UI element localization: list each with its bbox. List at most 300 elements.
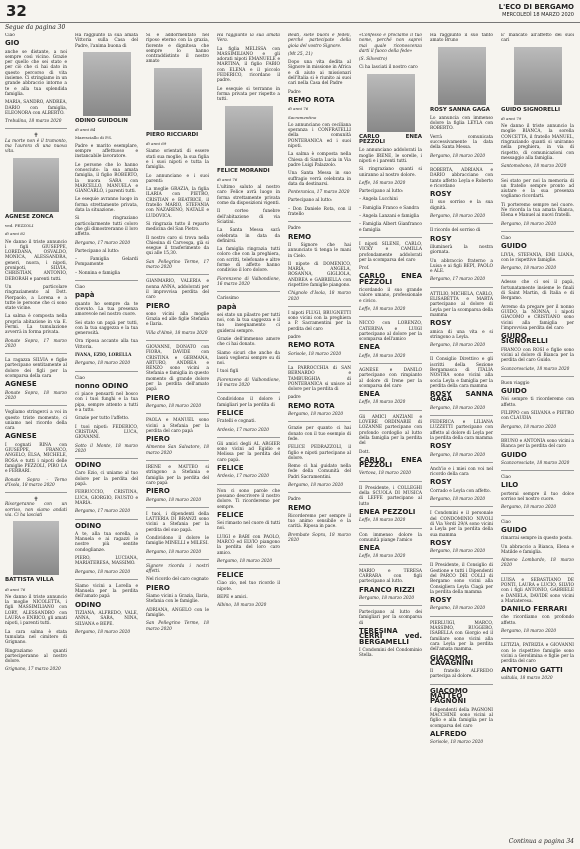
place-date: Leffe, 18 marzo 2020 [359,306,406,312]
place-date: Bergamo, 18 marzo 2020 [430,497,486,503]
portrait-photo [154,68,202,130]
place-date: Bergamo, 18 marzo 2020 [430,214,486,220]
notice-intro: Ha raggiunto la sua amata Vera. [217,33,280,44]
place-date: Ardesio, 17 marzo 2020 [217,474,270,480]
divider [430,462,493,463]
notice-text: Fratelli e cognati. [217,419,256,425]
divider [501,275,574,276]
notice-text: Nel ricordo del caro cognato [146,577,209,583]
divider [359,528,422,529]
name: ROSY [430,538,452,547]
participant: – Don Daniele Rota, con il fratello [288,206,351,218]
notice-intro: E' mancato all'affetto dei suoi cari [501,33,574,44]
greeting: Ciao [75,285,85,291]
notice-text: Il corteo funebre dell'abitazione di via Sciatini. [217,209,280,225]
divider [146,413,209,414]
notice-text: Siamo sicuri che anche da lassù veglierai sempre su di noi. [217,350,280,367]
notice-text: anche se distante, a noi sempre così vicino. Grazie per quello che sei stato e per ciò che ci hai dato in questo percorso di vita insieme. Ci stringiamo in un grande abbraccio intorno a te e alla tua splendida famiglia. [5,49,67,97]
notice-text: Ciao zio, nel tuo ricordo il nipote. [217,581,280,592]
place-date: Fiorenzeno di Valbondione, 16 marzo 2020 [217,276,280,287]
name: PIERO [146,583,170,592]
participate-label: Partecipano al lutto: [359,189,404,195]
notice-text: BRUNO e ANTONIA sono vicini a Bianca per la perdita del caro [501,438,574,450]
divider [217,437,280,438]
portrait-photo [438,47,486,105]
place-date: Fiorenzeno di Valbondione, 16 marzo 2020 [217,377,280,389]
name: ROSY [430,319,452,328]
name: ROSY SANNA GAGA [430,390,493,404]
notice-text: Ne danno il triste annuncio i figli GIUSEPPE, LOREDANA, OSVALDO, MONICA, ALESSANDRA, generi, nuora, i nipoti, pronipoti, SILVIA, CHRISTIAN, ANTONIO, DEBORAH e parenti tutti. [5,239,67,282]
name: REMO ROTA [288,341,335,350]
divider [430,558,493,559]
name: ENEA [359,390,380,399]
notice-text: NICCO con LORENZO, CATERINA e LUIGI partecipano al dolore per la scomparsa dell'amico [359,321,422,343]
divider [501,638,574,639]
role: Dott. [359,449,370,455]
place-date: Villa d'Almè, 18 marzo 2020 [146,330,208,336]
place-date: Sorisole, 18 marzo 2020 [288,351,342,357]
notice-text: ricordando il suo grande valore umano, professionale e civico. [359,288,422,304]
greeting: Ciao [501,235,511,241]
place-date: Bergamo, 18 marzo 2020 [146,549,202,555]
name: PIERO [146,393,170,402]
notice-text: Lo annuncia con immenso dolore la figlia LEYLA con ROBERTO. [430,115,493,132]
divider [430,506,493,507]
divider [359,564,422,565]
name: nonno ODINO [75,381,129,390]
place-date: Bergamo, 18 marzo 2020 [217,558,273,564]
divider [75,371,138,372]
place-date: Bergamo, 18 marzo 2020 [75,361,131,367]
divider [430,684,493,685]
portrait-photo [514,47,562,105]
notice-text: Il nostro caro si trova nella Chiesina di Carvesga, già si esegue il trasferimento da qui alle 15,30. [146,235,209,257]
place-date: Vertova, 18 marzo 2020 [359,471,412,477]
name: GIACOMO MATTEO PAGNONI [430,686,468,706]
participate-label: Partecipano al lutto: [288,198,333,204]
name: ENEA PEZZOLI [359,507,416,516]
portrait-photo [225,106,273,166]
divider [146,559,209,560]
notice-text: Un abbraccio fraterno a Luisa e ai figli BEPI, PAOLO e ALE. [430,258,493,275]
signers: PIERO, LUCIANA, MARIATERESA, MASSIMO. [75,556,138,567]
place-date: Leffe, 18 marzo 2020 [359,554,406,560]
name: PIERO [146,435,170,444]
signers: IVANA, EZIO, LORELLA [75,352,132,358]
name: AGNESE [5,432,37,441]
greeting: Ciao [501,519,511,525]
place-date: Leffe, 18 marzo 2020 [359,400,406,406]
name: GUIDO [501,450,527,459]
notice-text: Grazie per tutto l'affetto. [75,416,130,422]
name: AGNESE [5,380,37,389]
name: DANILO FERRARI [501,605,568,614]
notice-text: La ragazza SILVIA e figlie partecipano sentitamente al dolore dei figli per la scomparsa della cara [5,358,67,380]
name: ODINO [75,600,102,609]
notice-text: Condividono il dolore i famigliari per la perdita di [217,397,280,408]
column-7 [430,33,493,833]
deceased-age: di anni 69 [146,141,167,147]
name: PIERO [146,487,170,496]
signers: BEPE e amici. [217,595,248,601]
place-date: Leffe, 18 marzo 2020 [359,518,406,524]
name: FELICE [217,464,244,473]
name: ROSY [430,442,452,451]
name: REMO [288,232,312,241]
notice-text: Siamo orientati di essere stati sua moglie, la sua figlia e i suoi nipoti e tutta la famiglia. [146,149,209,171]
divider [288,421,351,422]
notice-text: Si ringrazia tutto il reparto medicina del San Pietro. [146,221,209,233]
divider [146,340,209,341]
cross-icon: ✝ [33,132,39,140]
place-date: San Pellegrino Terme, 18 marzo 2020 [146,621,209,632]
place-date: Ponteranica, 17 marzo 2020 [288,190,350,196]
notice-text: Grazie dell'immenso amore che ci hai donato. [217,336,280,348]
notice-text: Il fratello ALFREDO partecipa al dolore. [430,669,493,680]
notice-text: Ringraziamo quanti parteciperanno al nostro dolore. [5,648,67,665]
notice-intro: Ha raggiunto la sua amata Vittoria sulla Casa del Padre, l'anima buona di [75,33,138,49]
divider [75,280,138,281]
name: ROSY [430,234,452,243]
notice-text: PAOLA e MANUEL sono vicini a Stefania per la perdita del caro papà [146,418,209,434]
name: FELICE [217,571,244,580]
notice-text: Il nipote di DOMENICO, MARIA, ANGELA, ROSANNA, GIGLIOLA, ANDREA e GABRIELLA con rispettive famiglie piangono. [288,261,351,288]
divider [75,519,138,520]
notice-text: A te, alla tua sorella, a Manuela e ai ragazzi le nostre più sentite condoglianze. [75,531,138,553]
notice-text: AGNESE e DANILO partecipano con rimpianto al dolore di Irene per la scomparsa del caro [359,367,422,389]
name: ROSY [430,596,452,605]
notice-text: Corrado e Leyla con affetto. [430,488,491,494]
divider [501,376,574,377]
name: REMO ROTA [288,95,335,104]
signers: FILIPPO con SILVANA e PIETRO con CLAUDIA [501,411,574,422]
notice-text: LIVIA, STEFANIA, EMI LIANA, con le rispettive famiglie. [501,252,574,263]
deceased-sub: ved. PEZZOLI [5,222,34,228]
notice-text: GIANMARIO, VALERIA e nonna ANNA, addolorati per il improvvisa perdita del caro [146,279,209,301]
notice-text: Noi sempre ti ricorderemo con affetto. [501,397,574,408]
name: PIERO [146,301,170,310]
portrait-photo [83,52,131,116]
notice-text: Le persone che lo hanno conosciuto: la sua amata famiglia, il figlio ROBERTO, la nuora SARA con MARCELLO, MANUELA e GIANCARLO, i parenti tutti. [75,162,138,195]
notice-intro: Ha raggiunto il suo tanto amato Bruno [430,33,493,44]
notice-text: I dipendenti della PAGNONI MACCHINE sono vicini al figlio e alla famiglia per la scomparsa del caro [430,707,493,729]
newspaper-name: L'ECO DI BERGAMO [498,3,574,11]
place-date: Ardesio, 17 marzo 2020 [217,427,270,433]
notice-text: Ti porteremo sempre nel cuore. Ne ricorda la tua amata Bianca, Elena e Manuel ai nuovi fratelli. [501,202,574,219]
participate-label: Partecipano al lutto: [75,248,120,254]
role: padre [288,335,301,341]
divider [5,128,67,129]
notice-text: Ne danno il triste annuncio la moglie BIANCA, la sorella CONCETTA, il fratello MANUEL, ringraziando quanti si uniranno nella preghiera, in via di rispetto, di comunicazioni con messaggio alla famiglia. [501,124,574,161]
place-date: Albino, 18 marzo 2020 [217,603,267,609]
notice-text: sei stato un pilastro per tutti noi, con la tua saggezza e il tuo insegnamento ci guiderai sempre. [217,312,280,334]
portrait-photo [13,521,59,575]
notice-text: amica di una vita e si stringono a Leyla. [430,329,493,340]
notice-text: rimarrai sempre in questo posto. [501,536,573,542]
place-date: Bergamo, 18 marzo 2020 [288,412,344,418]
notice-text: sono vicini alla moglie Grazia ed alle figlie Stefania e Ilaria. [146,311,209,328]
place-date: Almeno Lombardo, 18 marzo 2020 [501,558,574,569]
notice-text: Con immenso dolore la comunità piange l'amico [359,532,422,543]
notice-text: Si ringraziano particolarmente tutti coloro che gli dimostreranno il loro affetto. [75,216,138,238]
signers: ADRIANA, ANGELO con le famiglie. [146,607,209,618]
greeting: Ciao [75,375,85,381]
role: Padre [288,497,301,503]
notice-text: FRANCO con ROSI e figlie sono vicini al dolore di Bianca per la perdita del caro Guido. [501,347,574,364]
signers: I tuoi figli [217,369,239,375]
divider [288,306,351,307]
divider [430,352,493,353]
divider [359,481,422,482]
notice-text: Lo annunciano con ceciliana speranza i CONFRATELLI della comunità PONTERANICA ed i suoi nipoti. [288,122,351,150]
place-date: Sotto il Monte, 18 marzo 2020 [75,443,138,454]
notice-text: I Condomini e il personale del CONDOMINIO NIVOLI di Via Verdi 29/A sono vicini a Leyla per la perdita della sua mamma [430,511,493,538]
notice-intro: Si è addormentato nel riposo eterno con la grazia, fiorente e dignitosa che sempre lo hanno contraddistinto il nostro amato [146,33,209,65]
place-date: Bergamo, 18 marzo 2020 [430,405,486,411]
place-date: Bonate Sopra - Terno d'Isola, 18 marzo 2020 [5,477,67,488]
deceased-name: GUIDO SIGNORELLI [501,106,561,113]
participant: – Famiglia Gelardi Pompamonte [75,257,138,268]
divider [359,316,422,317]
place-date: Almenno San Salvatore, 18 marzo 2020 [146,445,209,456]
deceased-age: di anni 82 [5,231,26,237]
divider [5,405,67,406]
notice-intro: Ci ha lasciati il nostro caro [359,65,418,71]
divider [146,274,209,275]
place-date: San Pellegrino Terme, 17 marzo 2020 [146,259,209,271]
notice-text: I nipoti FLUGI, BRUGNETTI sono vicini con la preghiera a P. Sacramentini per la perdita del caro [288,310,351,332]
notice-text: Il Signore che hai annunciato ti tenga le mani in Cielo. [288,242,351,259]
notice-text: La figlia MELISSA con MASSIMILIANO e gli adorati nipoti EMANUELE e MARTINA, il figlio FABIO con ELENA e il piccolo FEDERICO, ricordano il padre. [217,46,280,84]
notice-text: Partecipano al lutto dei famigliari per la scomparsa di [359,610,422,626]
place-date: Bonate Sopra, 17 marzo 2020 [5,338,67,349]
signers: MARIA, SANDRO, ANDREA, DARIO con famiglia, ELEONORA con ALBERTO. [5,100,67,116]
notice-text: Un abbraccio a Bianca, Elena e Matilde e famiglia. [501,544,574,555]
continued-to: Continua a pagina 34 [508,838,574,845]
place-date: Bergamo, 18 marzo 2020 [501,266,557,272]
issue-date: MERCOLEDÌ 18 MARZO 2020 [502,12,574,18]
divider [359,363,422,364]
notice-text: FEDERICA e LILIANA LUZZETTI partecipano con affetto al dolore di Leyla per la perdita della cara mamma [430,420,493,441]
portrait-photo [367,74,415,132]
deceased-age: di anni 76 [288,106,309,112]
place-date: Scanzorosciate, 18 marzo 2020 [501,366,570,372]
notice-text: I tuoi nipoti: FEDERICO, CRISTIAN, LUCA, GIOVANNI. [75,424,138,441]
divider [430,287,493,288]
quote-ref: (Mt 25, 21) [288,51,313,57]
notice-text: La cara salma è stata tumulata nel cimitero di Grignano. [5,629,67,646]
deceased-name: AGNESE ZONCA [5,213,54,220]
divider [288,361,351,362]
place-date: Bergamo, 18 marzo 2020 [430,153,486,159]
role: padre [288,395,301,401]
place-date: Bergamo, 18 marzo 2020 [75,629,131,635]
divider [288,492,351,493]
notice-text: L'ultimo saluto al nostro caro Felice avrà luogo in forma strettamente privata come da disposizioni vigenti. [217,185,280,207]
notice-text: LUIGI e BABI con PAOLO, MARCO ed ELVIO piangono la perdita del loro caro amico. [217,534,280,556]
place-date: Bergamo, 18 marzo 2020 [501,629,557,635]
divider [217,392,280,393]
divider [217,484,280,485]
name: REMO [288,503,312,512]
greeting: Carissimo [217,296,239,302]
deceased-name: ROSY SANNA GAGA [430,106,490,113]
column-2 [75,33,138,833]
notice-text: Lo annunciano addolorati la moglie IRENE, le sorelle, i nipoti e i parenti tutti. [359,148,422,164]
notice-text: I Condomini del Condominio Stella. [359,647,422,659]
participant: – Famiglia Franco e Sandra [359,205,419,211]
name: FELICE [217,510,244,519]
name: CARLO ENEA PEZZOLI [359,455,422,470]
continued-from: Segue da pagina 30 [5,24,66,31]
column-8 [501,33,574,833]
notice-text: Gli AMICI ANZIANI e LOVERE ORDINARIE di LOZANNE partecipano con profondo cordoglio al lutto della famiglia per la perdita del [359,414,422,447]
deceased-age: di anni 84 [75,127,96,133]
quote: La morte non è il tramonto, ma l'aurora di una nuova vita. [5,138,67,155]
quote-ref: (S. Silvestro) [359,57,388,63]
name: TERESINA CERRI ved. BERGAMELLI [359,627,422,646]
notice-text: Ora riposa accanto alla tua Vittoria. [75,339,138,350]
greeting: Buon viaggio [501,380,530,386]
name: GIO [5,39,20,48]
notice-text: ci piace pensarti nel bosco con i tuoi funghi e la tua pipa, sempre attento a tutti e a tutto. [75,392,138,414]
notice-text: Sei stato per noi la memoria di un fratello sempre pronto ad aiutare e la sua presenza vogliamo ricordarti. [501,178,574,200]
place-date: Scanzorosciate, 18 marzo 2020 [501,460,570,466]
participant: – Angela Lanzani e famiglia [359,214,420,220]
name: ENEA [359,343,380,352]
divider [501,515,574,516]
notice-text: ROBERTA, ADRIANA e DARIO abbracciano con tanto affetto Leyla e Roberto e ricordano [430,167,493,189]
divider [288,221,351,222]
place-date: Bergamo, 18 marzo 2020 [430,343,486,349]
role: Padre [288,89,301,95]
name: REMO ROTA [288,401,335,410]
divider [5,492,67,493]
notice-text: Il Presidente, il Consiglio di Gestione e tutti i Dipendenti del PARCO DEI COLLI di Bergamo sono vicini alla Consigliera Leyla Ciagà per la perdita della mamma [430,563,493,595]
notice-text: Adesso che ci sei il papà, fortunatamente insieme le finali di Saint Martin, di Italia e di Bergamo. [501,280,574,302]
name: ROSY [430,478,452,487]
place-date: valtulia, 18 marzo 2020 [501,675,553,681]
notice-text: I cognati RINA con GIUSEPPE, FRANCO, ANGELO, ELSA, MICHELE, ROSA e tutti i nipoti delle famiglie PEZZOLI, PIRO LA e FERRARI. [5,442,67,475]
quote: Beati, siete buoni e fedeli, perché partecipate della gioia del vostro Signore. [288,33,351,49]
notice-text: Il Consiglio Direttivo e gli iscritti della Sezione Bergamasca di ITALIA NOSTRA sono vicini alla socia Leyla e famiglia per la perdita della cara mamma [430,357,493,389]
divider [217,568,280,569]
notice-text: Il ricordo del sorriso di [430,228,481,234]
notice-text: La PARROCCHIA di SAN BERNARDO e TAMBURGHIA di PONTERANICA si unisce al dolore per la perdita di [288,365,351,393]
name: FRANCO RIZZI [359,585,415,594]
signers: TIZIANA, ALFREDO, VALE, ANNA, SARA, NINA, SILVANA e BEPE. [75,611,138,627]
notice-text: I tuoi, i dipendenti della LATTERIA DI BRANZI sono vicini a Stefania per la perdita del suo papà. [146,511,209,533]
quote: «Confesso e proclamo il tuo nome, perché non saprei mai quale riconoscenza darti il fuoco della fede» [359,33,422,54]
place-date: Santomobono, 18 marzo 2020 [501,164,567,170]
deceased-name: PIERO RICCIARDI [146,131,199,138]
notice-text: porterai sempre il tuo dolce sorriso nel nostro cuore. [501,491,574,503]
place-date: Bergamo, 18 marzo 2020 [430,549,486,555]
deceased-age: di anni 76 [217,176,238,182]
deceased-age: di anni 79 [501,115,522,121]
divider [430,415,493,416]
notice-text: FELICE PEDRAZZOLI, il figlio e nipoti partecipano al dolore. [288,445,351,461]
place-date: Bergamo, 18 marzo 2020 [146,403,202,409]
role: Prof. [359,266,370,272]
notice-text: Il suo sorriso e la sua dignità. [430,200,493,211]
notice-text: Dopo una vita dedita al Signore in missione in Africa e di aiuto ai missionari dell'Italia si è riunito ai suoi cari nella Casa del Padre [288,60,351,87]
name: GIACOMO CAVAGNINI [430,653,474,667]
notice-text: illuminerà la nostra giornata. [430,244,493,256]
deceased-order: Sacramentino [288,114,317,120]
greeting: Ciao [501,475,511,481]
divider [359,605,422,606]
notice-text: Signore ricorda i nostri affetti. [146,563,209,575]
notice-text: LETIZIA, PATRIZIA e GIOVANNI con le rispettive famiglie sono vicini a Gerolimina e figlie per la perdita del caro [501,643,574,665]
participant: – Famiglia Albert Gianfranco e famiglia [359,222,422,233]
notice-text: Anch'io e i miei con voi nel ricordo della cara [430,466,493,478]
notice-text: La salma è composta nella propria abitazione in via E. Fermi. La tumulazione avverrà in forma privata. [5,314,67,336]
column-6 [359,33,422,833]
place-date: Bergamo, 18 marzo 2020 [75,569,131,575]
notice-text: Sei stato un papà per tutti, con la tua saggezza e la tua generosità. [75,320,138,337]
divider [5,353,67,354]
name: GUIDO SIGNORELLI [501,332,548,346]
divider [146,460,209,461]
place-date: Bonate Sopra, 18 marzo 2020 [5,390,67,401]
name: ANTONIO GATTI [501,665,563,674]
divider [501,231,574,232]
place-date: Bergamo, 18 marzo 2020 [146,497,202,503]
deceased-name: ODINO GUIDOLIN [75,117,128,124]
name: papà [217,302,237,311]
quote: Risorgeranno con un sorriso, non siamo andati via. Ci ha lasciati [5,502,67,518]
place-date: Bergamo, 18 marzo 2020 [288,483,344,488]
name: ALFREDO [430,729,467,738]
column-3 [146,33,209,833]
deceased-name: CARLO ENEA PEZZOLI [359,133,422,146]
place-date: Bergamo, 17 marzo 2020 [430,277,486,283]
notice-text: GIOVANNI, DONATO con FIORA, DAVIDE con CRISTINA e GERMANA, ARTURO, ANDREA e RENZO sono vicini a Stefania e famiglia in questo momento di grande dolore per la perdita dell'amato papà [146,344,209,393]
divider [146,507,209,508]
place-date: Grignano, 17 marzo 2020 [5,667,61,673]
divider [501,470,574,471]
divider [359,410,422,411]
notice-text: Gli amici degli AL ARGIER sono vicini ad Egidio e Melissa per la perdita del caro papà. [217,441,280,463]
notice-text: Vogliamo stringerci a voi in questo triste momento, ci uniamo nel ricordo della cara [5,410,67,432]
deceased-name: BATTISTA VILLA [5,577,54,584]
deceased-age: di anni 76 [5,586,26,592]
notice-text: Sei rimasto nel cuore di tutti noi. [217,521,280,532]
participant: – Nonnina e famiglia [75,270,121,276]
divider [430,223,493,224]
notice-text: Le esequie avranno luogo in forma strettamente privata, data la situazione. [75,197,138,214]
notice-text: LUISA e SEBASTIANO DE PONTI, LAURA e LUCIO, SILVIO con i figli ANTONIO, GABRIELE e DANIELA, DAVIDE sono vicini a Mariateresa. [501,577,574,604]
role: Padre [288,226,301,232]
divider [501,174,574,175]
notice-text: IRENE e MATTEO si stringono a Stefania e famiglia per la perdita del caro papà [146,465,209,486]
divider [501,573,574,574]
notice-text: I nipoti SILENE, CARLO, VICKY e CAMILLA profondamente addolorati per la scomparsa del caro [359,241,422,263]
column-5 [288,33,351,833]
notice-text: Le esequie si terranno in forma privata per rispetto a tutti. [217,86,280,103]
notice-text: Il Presidente, i COLLEGHI della SCUOLA DI MUSICA di LEFFE partecipano al lutto [359,485,422,507]
column-4 [217,33,280,833]
place-date: Trebulina, 18 marzo 2020 [5,119,62,125]
notice-text: Remo ci hai guidato nella fede della Comunità del Padri Sacramentini. [288,464,351,480]
name: papà [75,291,95,300]
name: GUIDO [501,525,527,534]
name: ROSY [430,190,452,199]
name: FELICE [217,408,244,417]
notice-text: La famiglia ringrazia tutti coloro che con la preghiera, con scritti, telefonate e altre forme di affetto hanno condiviso il loro dolore. [217,247,280,274]
notice-text: Caro Ezio, ci uniamo al tuo dolore per la perdita del papà. [75,471,138,488]
